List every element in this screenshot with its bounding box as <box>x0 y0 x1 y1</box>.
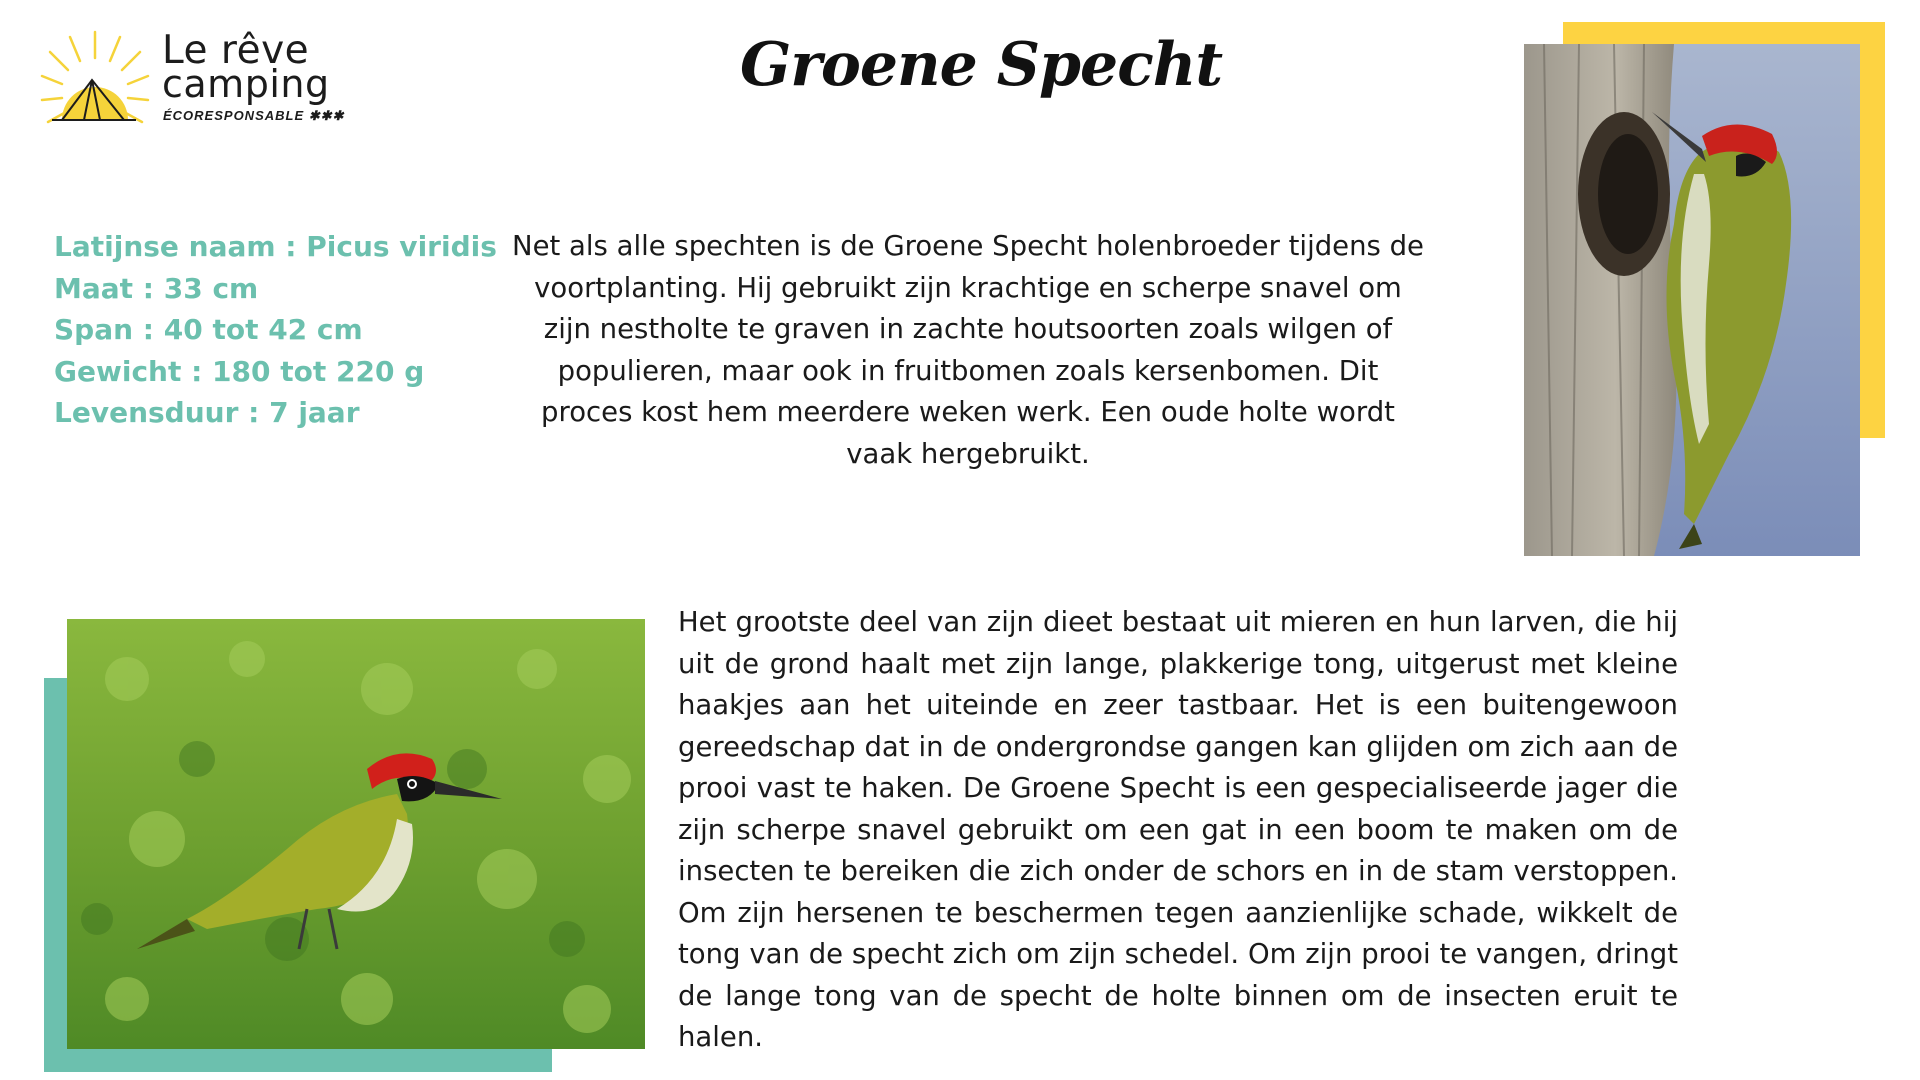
fact-size: Maat : 33 cm <box>54 271 259 305</box>
fact-wingspan: Span : 40 tot 42 cm <box>54 313 363 346</box>
page-title: Groene Specht <box>740 30 1223 100</box>
logo-line1: Le rêve <box>162 28 310 73</box>
sun-tent-logo-icon <box>40 28 150 128</box>
fact-latin-name: Latijnse naam : Picus viridis <box>54 230 497 263</box>
fact-lifespan: Levensduur : 7 jaar <box>54 396 360 429</box>
logo-line2: camping <box>162 62 330 106</box>
fact-weight: Gewicht : 180 tot 220 g <box>54 354 425 388</box>
facts-list <box>54 226 497 434</box>
breeding-paragraph: Net als alle spechten is de Groene Specht holenbroeder tijdens de voortplanting. Hij gebruikt zijn krachtige en scherpe snavel om zijn nestholte te graven in zachte houtsoorten zoals wilgen of populieren, maar ook in fruitbomen zoals kersenbomen. Dit proces kost hem meerdere weken werk. Een oude holte wordt vaak hergebruikt. <box>512 230 1424 470</box>
woodpecker-on-tree-photo <box>1524 44 1860 556</box>
diet-paragraph: Het grootste deel van zijn dieet bestaat uit mieren en hun larven, die hij uit de grond haalt met zijn lange, plakkerige tong, uitgerust met kleine haakjes aan het uiteinde en zeer tastbaar. Het is een buitengewoon gereedschap dat in de ondergrondse gangen kan glijden om zich aan de prooi vast te haken. De Groene Specht is een gespecialiseerde jager die zijn scherpe snavel gebruikt om een gat in een boom te maken om de insecten te bereiken die zich onder de schors en in de stam verstoppen. Om zijn hersenen te beschermen tegen aanzienlijke schade, wikkelt de tong van de specht zich om zijn schedel. Om zijn prooi te vangen, dringt de lange tong van de specht de holte binnen om de insecten eruit te halen. <box>678 606 1678 1053</box>
woodpecker-on-grass-photo <box>67 619 645 1049</box>
logo-tagline: ÉCORESPONSABLE ✱✱✱ <box>163 108 345 123</box>
